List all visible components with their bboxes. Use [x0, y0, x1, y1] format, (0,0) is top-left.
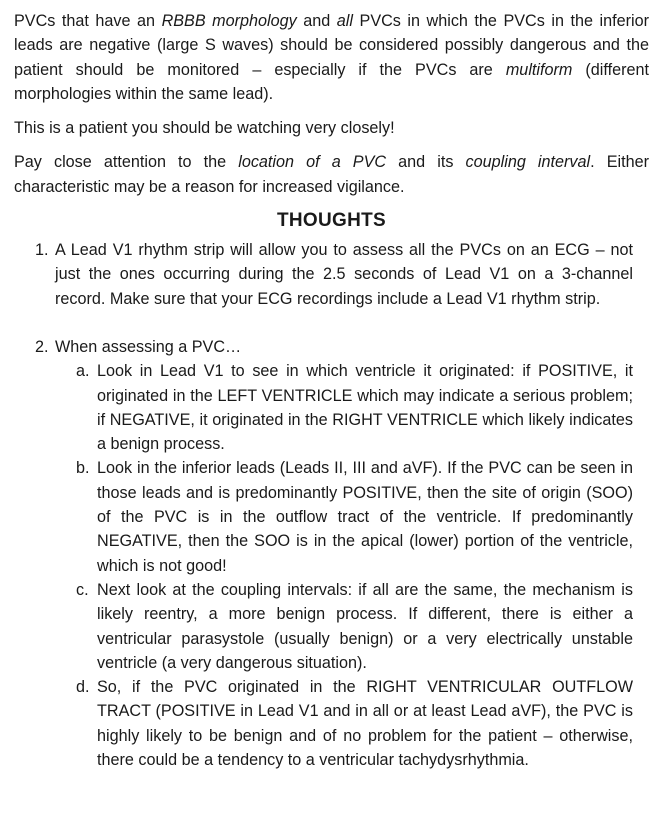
p1-text-c: and — [296, 12, 337, 30]
p1-text-g: (different morphologies within the same lead). — [14, 60, 649, 103]
sub-list-item-text: Next look at the coupling intervals: if all are the same, the mechanism is likely reentry, a more benign process. If different, there is either a ventricular parasystole (usually benign) or a very electrically unstable ventricle (a very dangerous situation). — [97, 580, 633, 672]
intro-paragraph-3 — [14, 150, 649, 199]
intro-paragraph-1 — [14, 9, 649, 106]
p1-emphasis-rbbb: RBBB morphology — [161, 12, 297, 30]
list-marker: 2. — [35, 337, 49, 356]
list-item-1 — [14, 238, 633, 311]
sub-list-item-text: So, if the PVC originated in the RIGHT VENTRICULAR OUTFLOW TRACT (POSITIVE in Lead V1 and in all or at least Lead aVF), the PVC is highly likely to be benign and of no problem for the patient – otherwise, there could be a tendency to a ventricular tachydysrhythmia. — [97, 678, 633, 770]
list-item-text: A Lead V1 rhythm strip will allow you to assess all the PVCs on an ECG – not just the ones occurring during the 2.5 seconds of Lead V1 on a 3-channel record. Make sure that your ECG recordings include a Lead V1 rhythm strip. — [55, 241, 633, 308]
p1-emphasis-all: all — [336, 12, 353, 30]
sub-list-item-c — [14, 578, 633, 675]
p3-text-a: Pay close attention to the — [14, 153, 239, 172]
p3-emphasis-coupling: coupling interval — [465, 153, 591, 172]
section-heading: THOUGHTS — [276, 210, 386, 232]
p3-text-c: and its — [386, 153, 466, 172]
sub-list-item-a — [14, 359, 633, 456]
sub-list-item-text: Look in the inferior leads (Leads II, III and aVF). If the PVC can be seen in those leads and is predominantly POSITIVE, then the site of origin (SOO) of the PVC is in the outflow tract of the ventricle. If predominantly NEGATIVE, then the SOO is in the apical (lower) portion of the ventricle, which is not good! — [97, 459, 633, 575]
p1-text-e: PVCs in which the PVCs in the inferior leads are negative (large S waves) should be considered possibly dangerous and the patient should be monitored – especially if the PVCs are — [14, 12, 649, 79]
list-item-2 — [14, 335, 633, 772]
p1-emphasis-multiform: multiform — [505, 60, 573, 79]
sub-list-marker: a. — [76, 362, 90, 381]
sub-list-marker: d. — [76, 678, 90, 697]
list-item-text: When assessing a PVC… — [55, 337, 242, 356]
sub-list-item-b — [14, 456, 633, 577]
p1-text-a: PVCs that have an — [14, 12, 162, 30]
sub-list-marker: b. — [76, 459, 90, 478]
sub-list-item-text: Look in Lead V1 to see in which ventricle it originated: if POSITIVE, it originated in the LEFT VENTRICLE which may indicate a serious problem; if NEGATIVE, it originated in the RIGHT VENTRICLE which likely indicates a benign process. — [97, 362, 633, 454]
list-marker: 1. — [35, 241, 49, 260]
sub-list-marker: c. — [76, 580, 89, 599]
sub-list-item-d — [14, 675, 633, 772]
p3-text-e: . Either characteristic may be a reason for increased vigilance. — [14, 153, 649, 196]
p3-emphasis-location: location of a PVC — [238, 153, 387, 172]
sub-list — [14, 359, 633, 772]
intro-paragraph-2: This is a patient you should be watching very closely! — [14, 119, 395, 138]
